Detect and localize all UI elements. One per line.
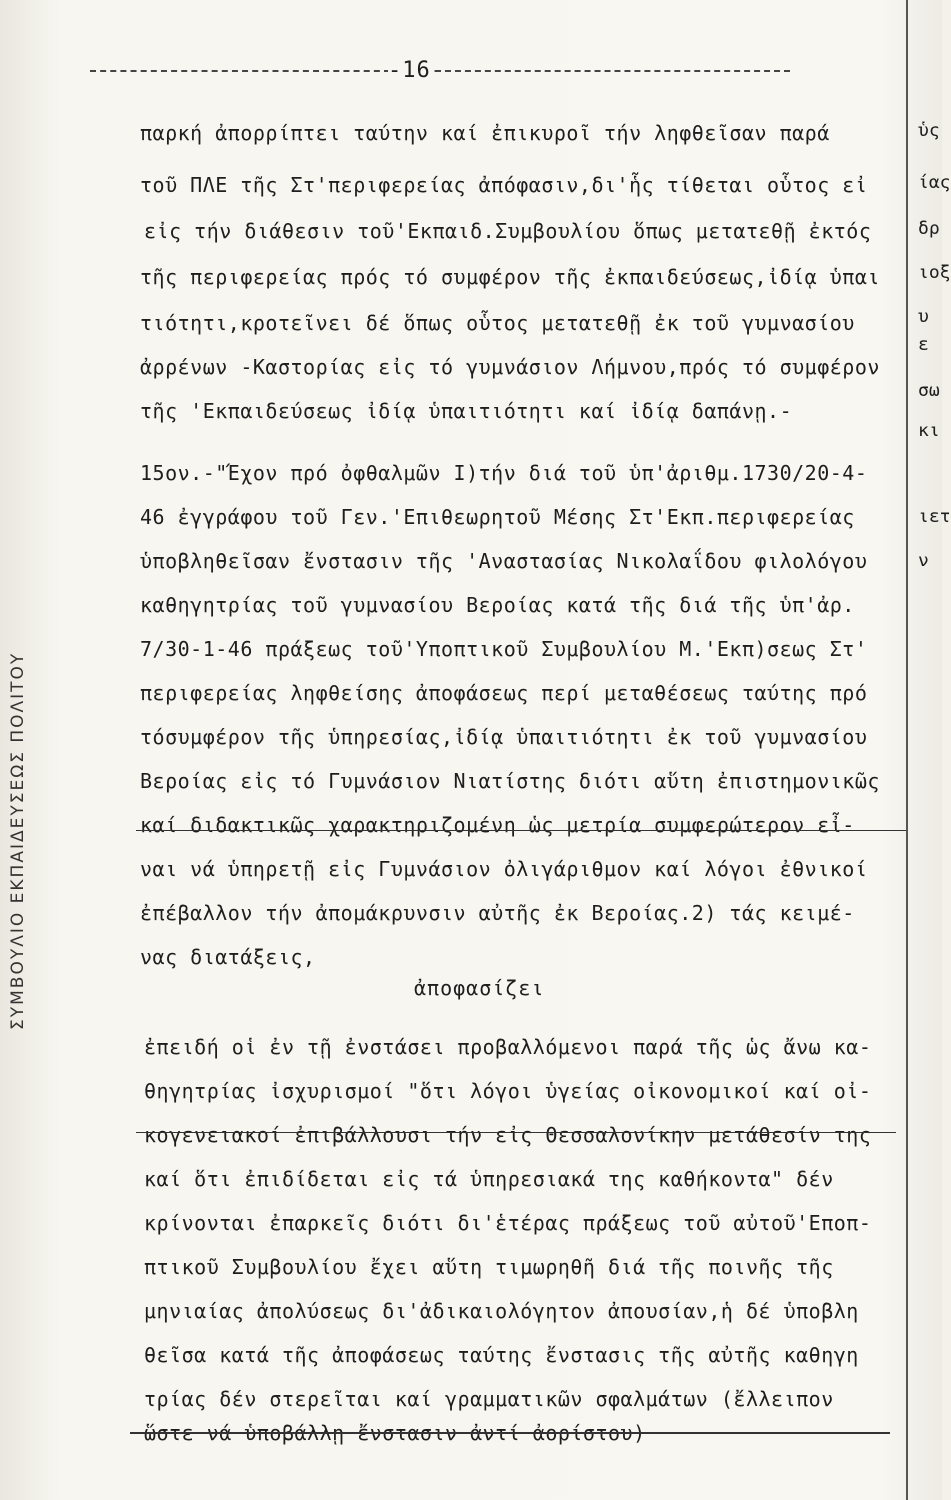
underline	[136, 1132, 896, 1133]
decision-heading: ἀποφασίζει	[414, 976, 545, 1000]
margin-fragment: ιοξ	[918, 262, 951, 283]
header-rule-right	[435, 70, 790, 72]
text-line: ἐπέβαλλον τήν ἀπομάκρυνσιν αὐτῆς ἐκ Βεροίας.2) τάς κειμέ-	[140, 901, 855, 925]
text-line: ναι νά ὑπηρετῇ εἰς Γυμνάσιον ὀλιγάριθμον καί λόγοι ἐθνικοί	[140, 857, 868, 881]
side-stamp: ΣΥΜΒΟΥΛΙΟ ΕΚΠΑΙΔΕΥΣΕΩΣ ΠΟΛΙΤΟΥ	[8, 651, 28, 1030]
text-line: θηγητρίας ἰσχυρισμοί "ὅτι λόγοι ὑγείας οἰκονομικοί καί οἰ-	[144, 1079, 872, 1103]
margin-fragment: κι	[918, 420, 940, 441]
text-line: ὑποβληθεῖσαν ἔνστασιν τῆς 'Αναστασίας Νικολαΐδου φιλολόγου	[140, 549, 868, 573]
text-line: τῆς περιφερείας πρός τό συμφέρον τῆς ἐκπαιδεύσεως,ἰδίᾳ ὑπαι	[140, 265, 880, 289]
text-line: 15ον.-"Έχον πρό ὀφθαλμῶν I)τήν διά τοῦ ὑπ'ἀριθμ.1730/20-4-	[140, 461, 868, 485]
text-line: ἀρρένων -Καστορίας εἰς τό γυμνάσιον Λήμνου,πρός τό συμφέρον	[140, 355, 880, 379]
text-line: θεῖσα κατά τῆς ἀποφάσεως ταύτης ἔνστασις τῆς αὐτῆς καθηγη	[144, 1343, 859, 1367]
page-number: -16-	[388, 58, 445, 83]
text-line: καί ὅτι ἐπιδίδεται εἰς τά ὑπηρεσιακά της καθήκοντα" δέν	[144, 1167, 834, 1191]
text-line: κογενειακοί ἐπιβάλλουσι τήν εἰς Θεσσαλονίκην μετάθεσίν της	[144, 1123, 872, 1147]
text-line: τόσυμφέρον τῆς ὑπηρεσίας,ἰδίᾳ ὑπαιτιότητι ἐκ τοῦ γυμνασίου	[140, 725, 868, 749]
text-line: τοῦ ΠΛΕ τῆς Στ'περιφερείας ἀπόφασιν,δι'ἧς τίθεται οὗτος εἰ	[140, 173, 868, 197]
margin-fragment: ε	[918, 334, 929, 355]
margin-fragment: σω	[918, 380, 940, 401]
text-line: νας διατάξεις,	[140, 945, 316, 969]
margin-fragment: ιετ	[918, 506, 951, 527]
header-rule-left	[90, 70, 390, 72]
text-line: εἰς τήν διάθεσιν τοῦ'Εκπαιδ.Συμβουλίου ὅπως μετατεθῇ ἐκτός	[144, 219, 872, 243]
text-line: μηνιαίας ἀπολύσεως δι'ἀδικαιολόγητον ἀπουσίαν,ἡ δέ ὑποβλη	[144, 1299, 859, 1323]
text-line: τρίας δέν στερεῖται καί γραμματικῶν σφαλμάτων (ἔλλειπον	[144, 1387, 834, 1411]
text-line: Βεροίας εἰς τό Γυμνάσιον Νιατίστης διότι αὕτη ἐπιστημονικῶς	[140, 769, 880, 793]
margin-fragment: ίας	[918, 172, 951, 193]
text-line: καί διδακτικῶς χαρακτηριζομένη ὡς μετρία συμφερώτερον εἶ-	[140, 813, 855, 837]
text-line: 46 ἐγγράφου τοῦ Γεν.'Επιθεωρητοῦ Μέσης Στ'Εκπ.περιφερείας	[140, 505, 855, 529]
margin-fragment: δρ	[918, 218, 940, 239]
text-line: ἐπειδή οἱ ἐν τῇ ἐνστάσει προβαλλόμενοι παρά τῆς ὡς ἄνω κα-	[144, 1035, 872, 1059]
text-line: 7/30-1-46 πράξεως τοῦ'Υποπτικοῦ Συμβουλίου Μ.'Εκπ)σεως Στ'	[140, 637, 868, 661]
right-margin-fragments	[906, 0, 951, 1500]
text-line: τιότητι,κροτεῖνει δέ ὅπως οὗτος μετατεθῇ ἐκ τοῦ γυμνασίου	[140, 311, 855, 335]
margin-fragment: ν	[918, 550, 929, 571]
bottom-rule	[130, 1432, 890, 1434]
margin-fragment: ὑς	[918, 120, 940, 141]
page-header	[90, 58, 790, 82]
text-line: πτικοῦ Συμβουλίου ἔχει αὕτη τιμωρηθῆ διά τῆς ποινῆς τῆς	[144, 1255, 834, 1279]
underline	[136, 830, 906, 831]
margin-fragment: υ	[918, 306, 929, 327]
text-line: παρκή ἀπορρίπτει ταύτην καί ἐπικυροῖ τήν ληφθεῖσαν παρά	[140, 121, 830, 145]
text-line: κρίνονται ἐπαρκεῖς διότι δι'ἑτέρας πράξεως τοῦ αὐτοῦ'Εποπ-	[144, 1211, 872, 1235]
text-line: καθηγητρίας τοῦ γυμνασίου Βεροίας κατά τῆς διά τῆς ὑπ'ἀρ.	[140, 593, 855, 617]
text-line: τῆς 'Εκπαιδεύσεως ἰδίᾳ ὑπαιτιότητι καί ἰδίᾳ δαπάνῃ.-	[140, 399, 793, 423]
text-line: ὥστε νά ὑποβάλλῃ ἔνστασιν ἀντί ἀορίστου)	[144, 1421, 646, 1445]
text-line: περιφερείας ληφθείσης ἀποφάσεως περί μεταθέσεως ταύτης πρό	[140, 681, 868, 705]
